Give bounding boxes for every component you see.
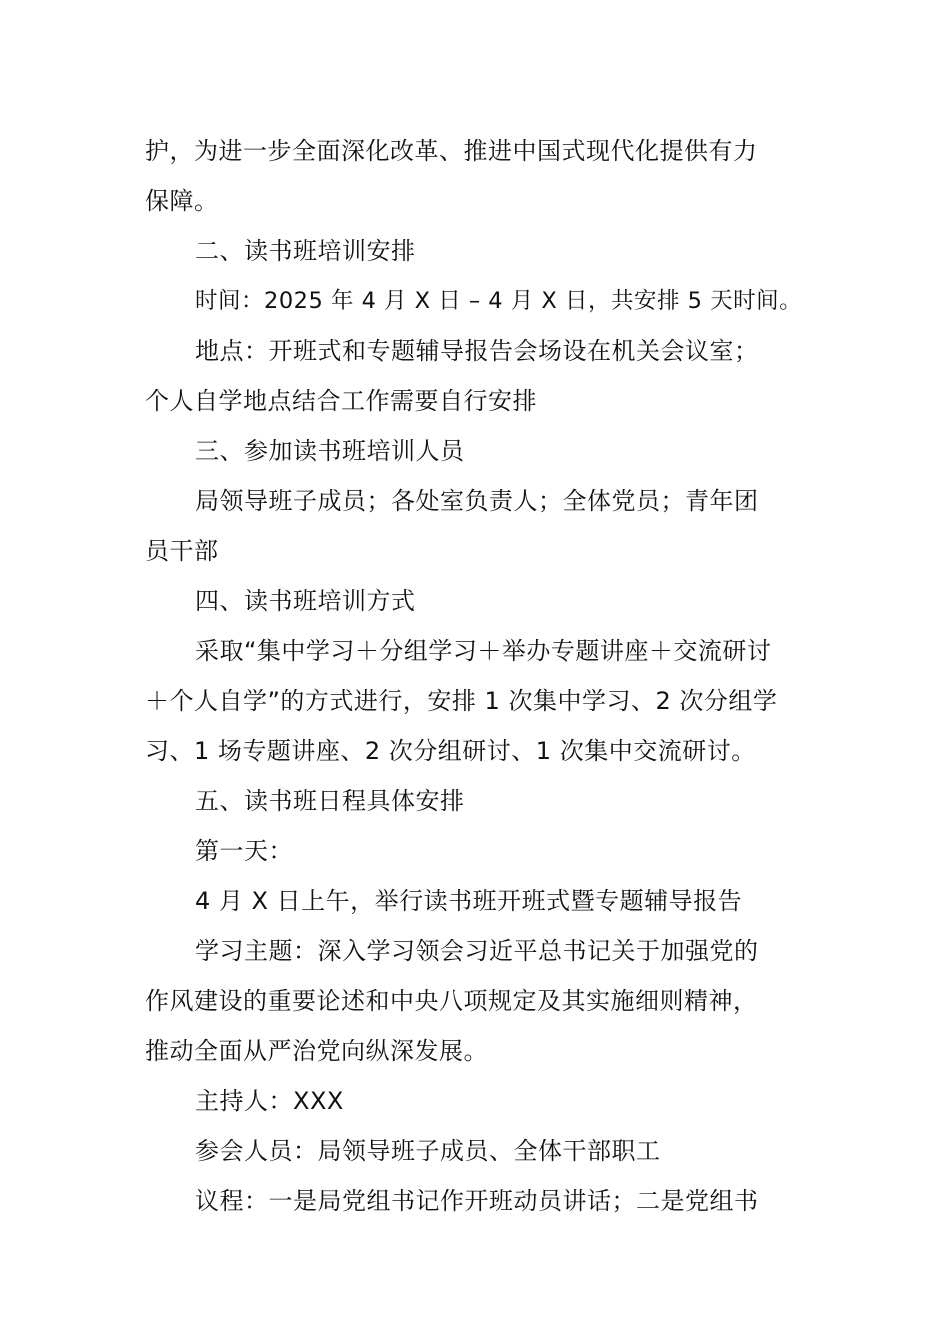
- text-line: 时间：2025 年 4 月 X 日 – 4 月 X 日，共安排 5 天时间。: [195, 288, 803, 314]
- section-heading: 五、读书班日程具体安排: [195, 787, 465, 815]
- text-line: 学习主题：深入学习领会习近平总书记关于加强党的: [195, 937, 759, 965]
- section-heading: 二、读书班培训安排: [195, 237, 416, 265]
- text-line: 第一天：: [195, 837, 293, 865]
- text-line: 地点：开班式和专题辅导报告会场设在机关会议室；: [195, 337, 759, 365]
- text-line: 习、1 场专题讲座、2 次分组研讨、1 次集中交流研讨。: [145, 737, 756, 765]
- text-line: 保障。: [145, 187, 219, 215]
- text-line: 推动全面从严治党向纵深发展。: [145, 1037, 488, 1065]
- text-line: 议程：一是局党组书记作开班动员讲话；二是党组书: [195, 1187, 759, 1215]
- text-line: 员干部: [145, 537, 219, 565]
- text-line: 护，为进一步全面深化改革、推进中国式现代化提供有力: [145, 137, 758, 165]
- text-line: 参会人员：局领导班子成员、全体干部职工: [195, 1137, 661, 1165]
- text-line: 主持人：XXX: [195, 1087, 344, 1115]
- text-line: 4 月 X 日上午，举行读书班开班式暨专题辅导报告: [195, 887, 743, 915]
- text-line: 作风建设的重要论述和中央八项规定及其实施细则精神，: [145, 987, 758, 1015]
- text-line: 局领导班子成员；各处室负责人；全体党员；青年团: [195, 487, 759, 515]
- text-line: 个人自学地点结合工作需要自行安排: [145, 387, 537, 415]
- section-heading: 三、参加读书班培训人员: [195, 437, 465, 465]
- section-heading: 四、读书班培训方式: [195, 587, 416, 615]
- text-line: ＋个人自学”的方式进行，安排 1 次集中学习、2 次分组学: [145, 687, 778, 715]
- text-line: 采取“集中学习＋分组学习＋举办专题讲座＋交流研讨: [195, 637, 772, 665]
